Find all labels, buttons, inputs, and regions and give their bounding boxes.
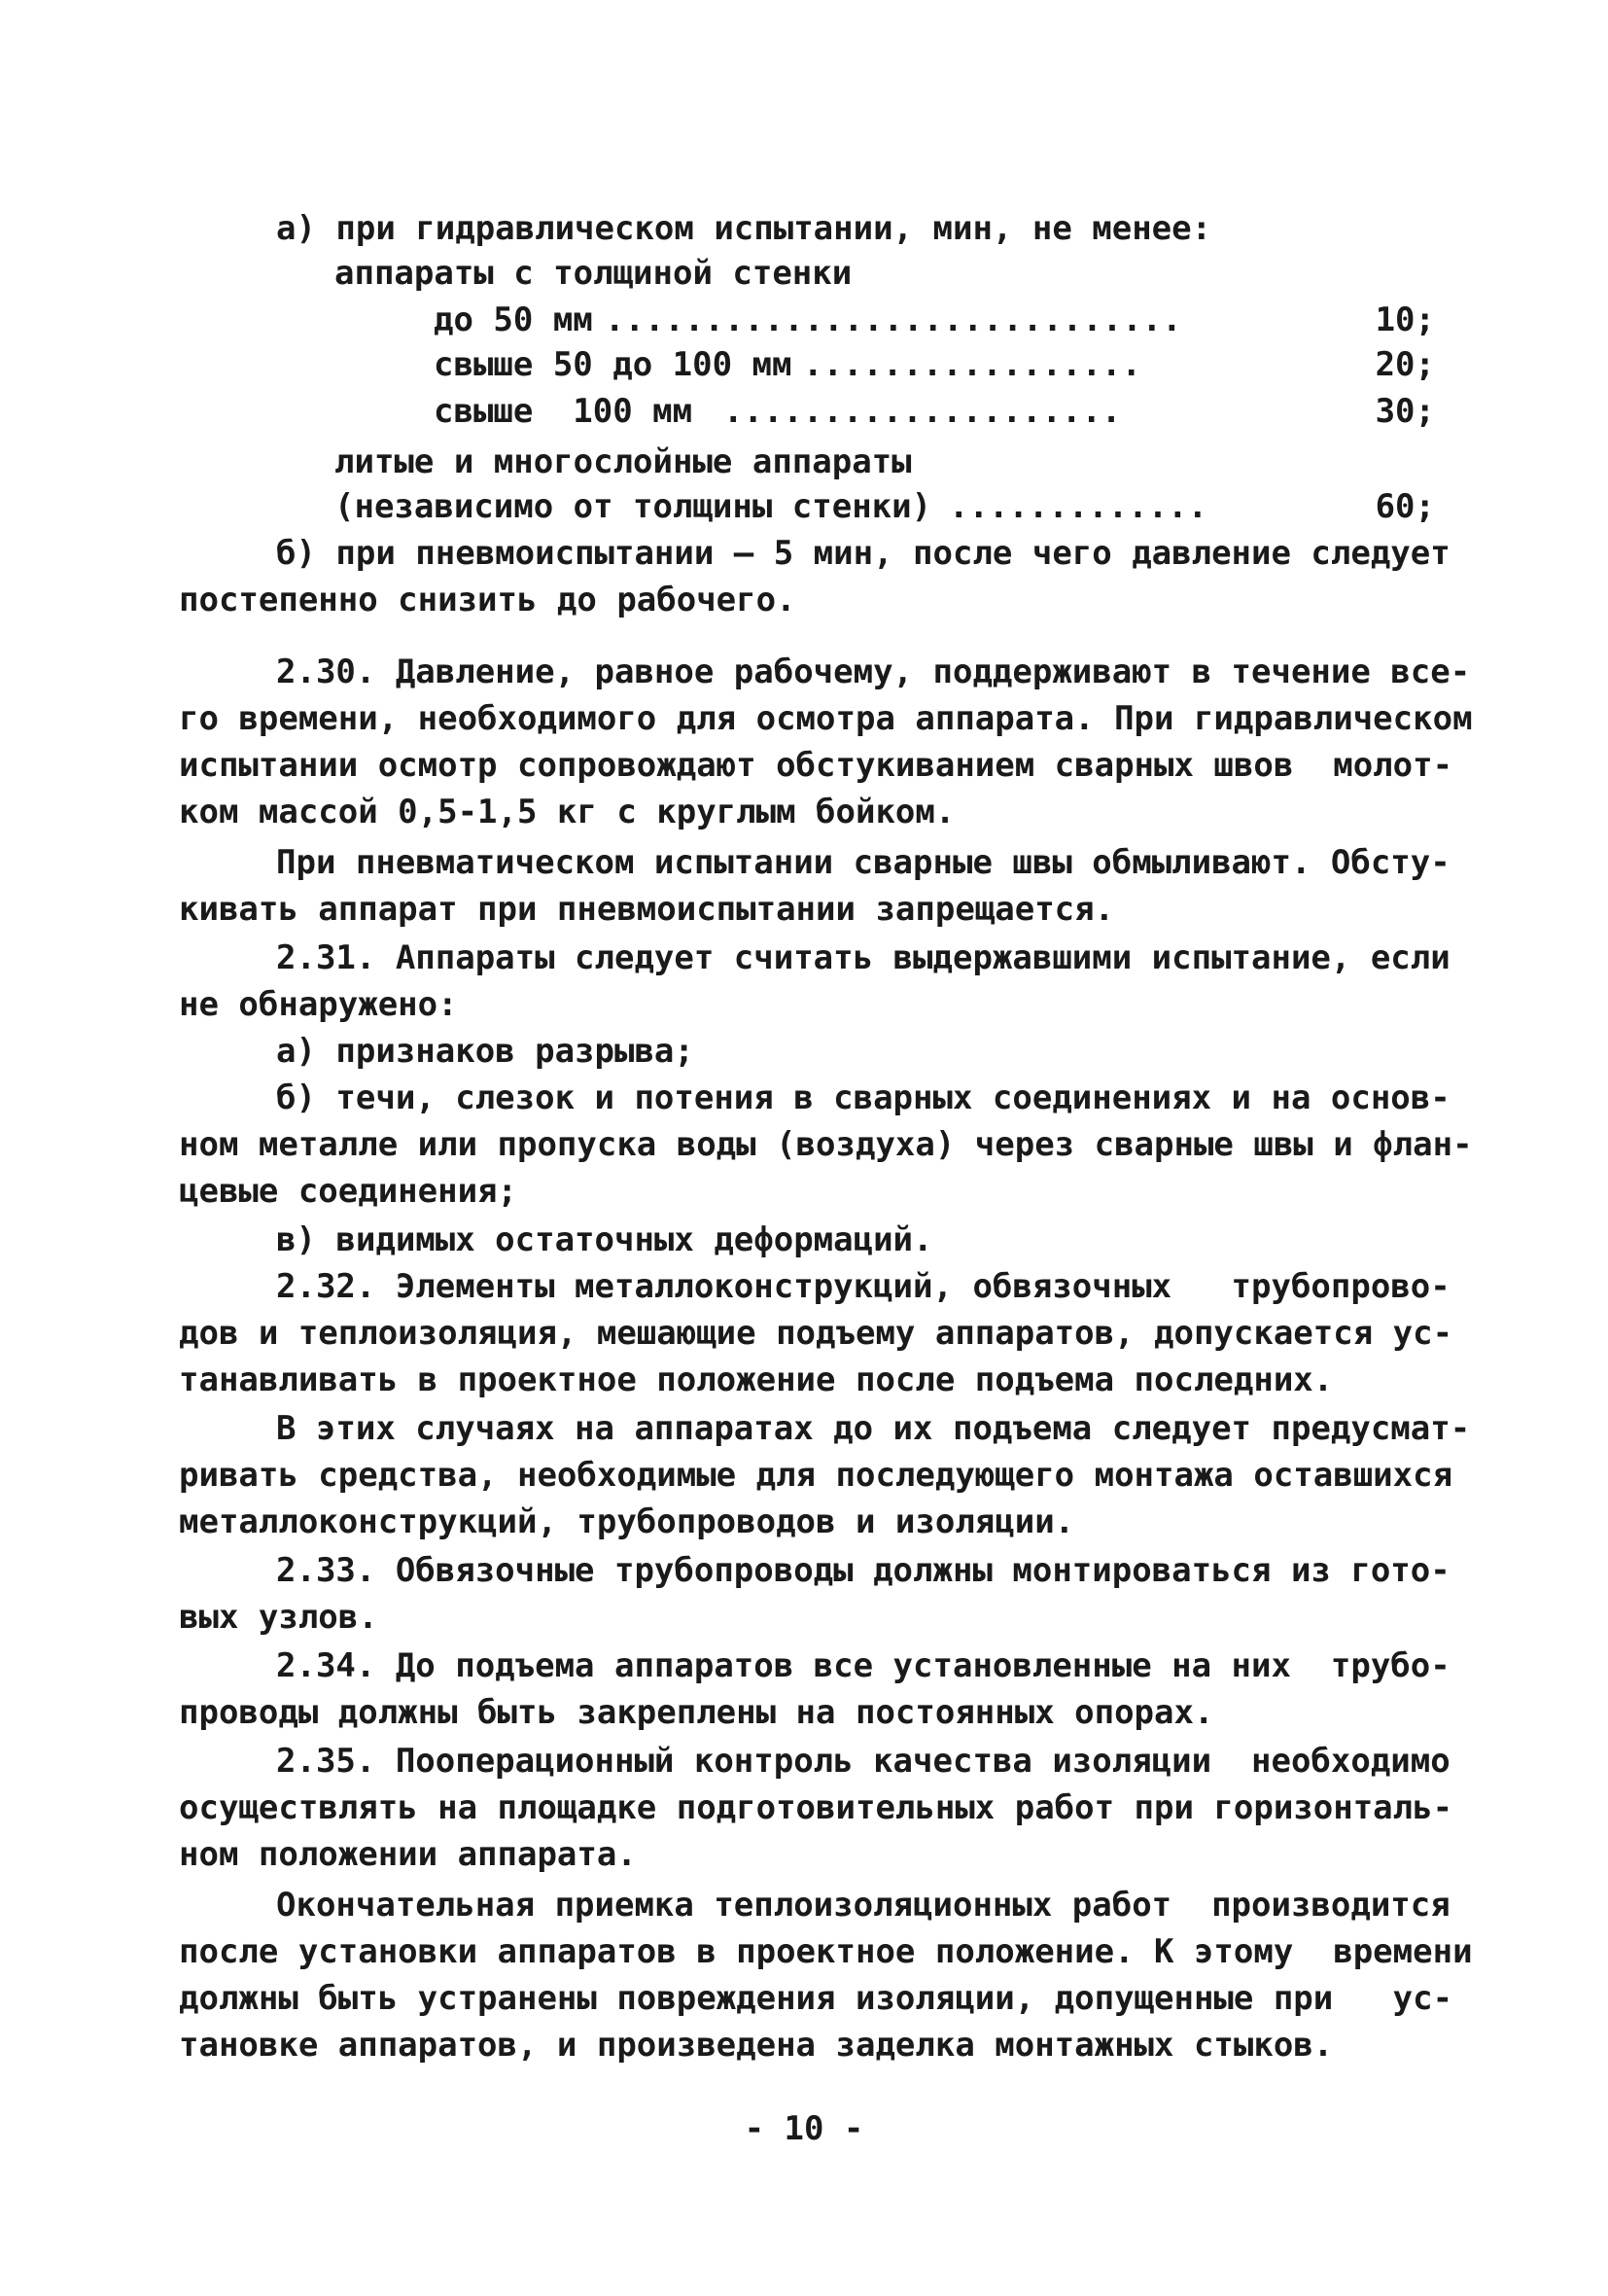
row-value: 30; xyxy=(1375,392,1435,431)
p230b-line2: кивать аппарат при пневмоиспытании запрещается. xyxy=(179,890,1115,929)
p230-line4: ком массой 0,5-1,5 кг с круглым бойком. xyxy=(179,793,956,831)
p230-line2: го времени, необходимого для осмотра аппарата. При гидравлическом xyxy=(179,699,1473,738)
row-dots: ............. xyxy=(949,487,1208,526)
row-dots: ............................. xyxy=(605,300,1182,339)
row-label: до 50 мм xyxy=(434,300,593,339)
p233-line2: вых узлов. xyxy=(179,1598,378,1637)
page-number: - 10 - xyxy=(744,2109,864,2148)
row-label: свыше 100 мм xyxy=(434,392,693,431)
row-value: 10; xyxy=(1375,300,1435,339)
row-dots: ................. xyxy=(803,345,1141,384)
list-a-cast-line1: литые и многослойные аппараты xyxy=(334,442,912,481)
p232b-line2: ривать средства, необходимые для последующего монтажа оставшихся xyxy=(179,1456,1453,1495)
p230-line3: испытании осмотр сопровождают обстукиванием сварных швов молот- xyxy=(179,746,1453,785)
p231b-line3: цевые соединения; xyxy=(179,1172,517,1211)
row-label: (независимо от толщины стенки) xyxy=(334,487,932,526)
row-dots: .................... xyxy=(723,392,1122,431)
p231b-line1: б) течи, слезок и потения в сварных соединениях и на основ- xyxy=(276,1078,1451,1117)
p235-line2: осуществлять на площадке подготовительных работ при горизонталь- xyxy=(179,1788,1453,1827)
row-label: свыше 50 до 100 мм xyxy=(434,345,792,384)
p232-line1: 2.32. Элементы металлоконструкций, обвязочных трубопрово- xyxy=(276,1267,1451,1306)
p233-line1: 2.33. Обвязочные трубопроводы должны монтироваться из гото- xyxy=(276,1551,1451,1590)
p234-line1: 2.34. До подъема аппаратов все установленные на них трубо- xyxy=(276,1646,1451,1685)
list-a-row-3 xyxy=(434,389,1435,434)
p230b-line1: При пневматическом испытании сварные швы обмыливают. Обсту- xyxy=(276,843,1451,882)
p235b-line2: после установки аппаратов в проектное положение. К этому времени xyxy=(179,1932,1473,1971)
p235-line1: 2.35. Пооперационный контроль качества изоляции необходимо xyxy=(276,1742,1451,1781)
p232b-line1: В этих случаях на аппаратах до их подъема следует предусмат- xyxy=(276,1409,1471,1448)
p235b-line1: Окончательная приемка теплоизоляционных работ производится xyxy=(276,1886,1451,1925)
p231a-line: а) признаков разрыва; xyxy=(276,1032,694,1071)
p234-line2: проводы должны быть закреплены на постоянных опорах. xyxy=(179,1693,1214,1732)
p232b-line3: металлоконструкций, трубопроводов и изоляции. xyxy=(179,1502,1075,1541)
row-value: 20; xyxy=(1375,345,1435,384)
list-b-line1: б) при пневмоиспытании – 5 мин, после чего давление следует xyxy=(276,534,1451,573)
p235b-line4: тановке аппаратов, и произведена заделка монтажных стыков. xyxy=(179,2026,1334,2065)
list-a-row-2 xyxy=(434,342,1435,387)
list-a-subhead: аппараты с толщиной стенки xyxy=(334,254,853,293)
list-a-row-1 xyxy=(434,298,1435,342)
p231-line2: не обнаружено: xyxy=(179,985,458,1024)
p232-line3: танавливать в проектное положение после подъема последних. xyxy=(179,1360,1334,1399)
p235b-line3: должны быть устранены повреждения изоляции, допущенные при ус- xyxy=(179,1979,1453,2018)
p230-line1: 2.30. Давление, равное рабочему, поддерживают в течение все- xyxy=(276,653,1471,691)
p231-line1: 2.31. Аппараты следует считать выдержавшими испытание, если xyxy=(276,938,1451,977)
p231c-line: в) видимых остаточных деформаций. xyxy=(276,1220,933,1259)
p231b-line2: ном металле или пропуска воды (воздуха) через сварные швы и флан- xyxy=(179,1125,1473,1164)
list-b-line2: постепенно снизить до рабочего. xyxy=(179,581,796,619)
row-value: 60; xyxy=(1375,487,1435,526)
p232-line2: дов и теплоизоляция, мешающие подъему аппаратов, допускается ус- xyxy=(179,1314,1453,1353)
list-a-intro: а) при гидравлическом испытании, мин, не менее: xyxy=(276,209,1212,248)
list-a-cast-row xyxy=(334,484,1435,529)
p235-line3: ном положении аппарата. xyxy=(179,1835,637,1874)
